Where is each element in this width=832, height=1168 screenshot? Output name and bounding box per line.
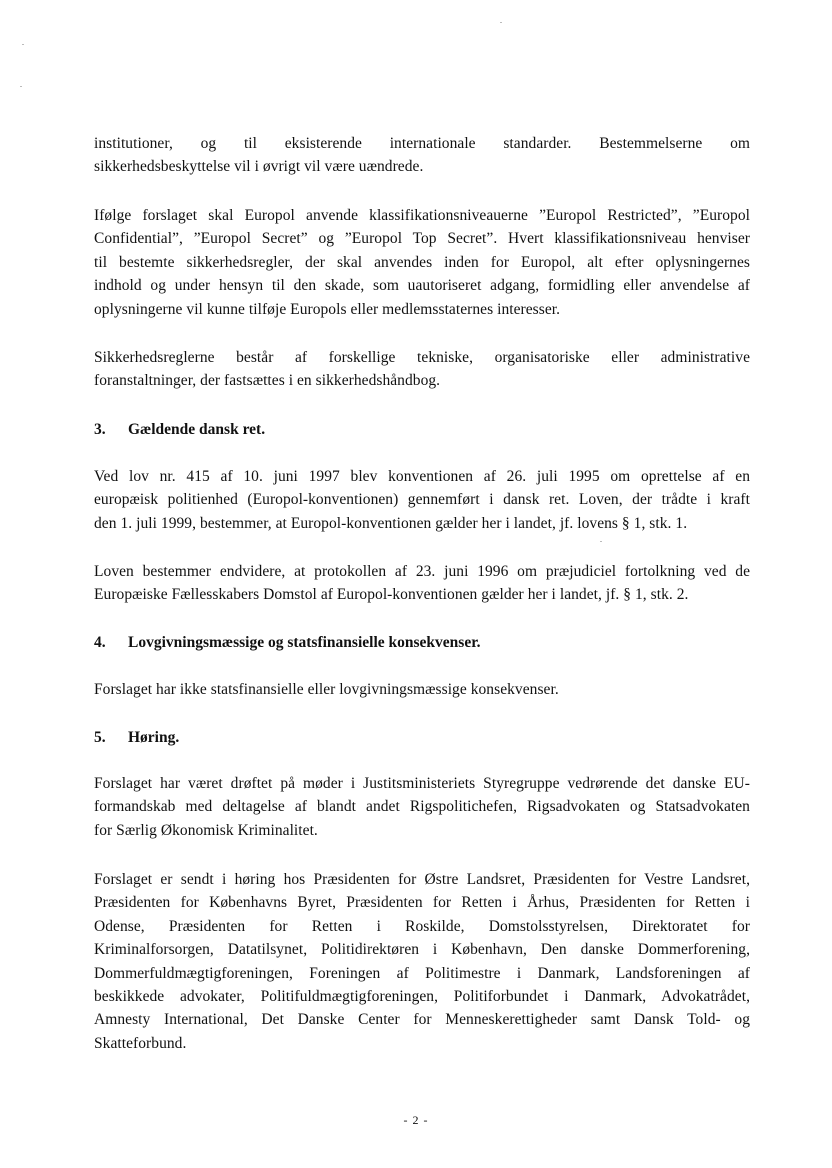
scan-speck: [600, 541, 602, 542]
section-title: Gældende dansk ret.: [128, 421, 266, 438]
paragraph-line: sikkerhedsbeskyttelse vil i øvrigt vil være uændrede.: [94, 158, 424, 176]
paragraph-line: Sikkerhedsreglerne består af forskellige tekniske, organisatoriske eller administrative: [94, 349, 750, 366]
paragraph-8: [94, 868, 750, 1055]
paragraph-line: Odense, Præsidenten for Retten i Roskilde, Domstolsstyrelsen, Direktoratet for: [94, 917, 750, 935]
page-number: - 2 -: [403, 1113, 429, 1127]
section-number: 5.: [94, 729, 106, 746]
paragraph-line: for Særlig Økonomisk Kriminalitet.: [94, 821, 318, 839]
paragraph-line: Loven bestemmer endvidere, at protokollen af 23. juni 1996 om præjudiciel fortolkning ved de: [94, 563, 750, 580]
section-number: 3.: [94, 421, 106, 438]
paragraph-3: [94, 346, 750, 393]
paragraph-1: [94, 132, 750, 179]
paragraph-6: [94, 678, 750, 701]
paragraph-line: Amnesty International, Det Danske Center for Menneskerettigheder samt Dansk Told- og: [94, 1011, 750, 1029]
scan-speck: [22, 44, 24, 45]
paragraph-4: [94, 465, 750, 535]
paragraph-line: beskikkede advokater, Politifuldmægtigforeningen, Politiforbundet i Danmark, Advokatrådet,: [94, 988, 750, 1006]
paragraph-line: institutioner, og til eksisterende internationale standarder. Bestemmelserne om: [94, 135, 750, 152]
paragraph-line: Skatteforbund.: [94, 1034, 187, 1052]
section-heading-4: [94, 631, 481, 654]
paragraph-line: den 1. juli 1999, bestemmer, at Europol-konventionen gælder her i landet, jf. lovens § 1, stk. 1.: [94, 514, 688, 532]
paragraph-7: [94, 772, 750, 842]
paragraph-line: formandskab med deltagelse af blandt andet Rigspolitichefen, Rigsadvokaten og Statsadvokaten: [94, 798, 750, 816]
paragraph-line: europæisk politienhed (Europol-konventionen) gennemført i dansk ret. Loven, der trådte i kraft: [94, 491, 750, 509]
paragraph-line: Confidential”, ”Europol Secret” og ”Europol Top Secret”. Hvert klassifikationsniveau henviser: [94, 230, 750, 248]
paragraph-line: Ved lov nr. 415 af 10. juni 1997 blev konventionen af 26. juli 1995 om oprettelse af en: [94, 468, 750, 485]
section-title: Lovgivningsmæssige og statsfinansielle konsekvenser.: [128, 634, 481, 651]
paragraph-line: Præsidenten for Københavns Byret, Præsidenten for Retten i Århus, Præsidenten for Retten i: [94, 894, 750, 912]
paragraph-line: foranstaltninger, der fastsættes i en sikkerhedshåndbog.: [94, 372, 441, 390]
section-heading-3: [94, 418, 265, 441]
paragraph-line: Forslaget er sendt i høring hos Præsidenten for Østre Landsret, Præsidenten for Vestre Landsret,: [94, 871, 750, 888]
paragraph-line: oplysningerne vil kunne tilføje Europols eller medlemsstaternes interesser.: [94, 300, 561, 318]
section-number: 4.: [94, 634, 106, 651]
paragraph-line: Forslaget har ikke statsfinansielle eller lovgivningsmæssige konsekvenser.: [94, 681, 559, 698]
section-heading-5: [94, 726, 179, 749]
paragraph-line: til bestemte sikkerhedsregler, der skal anvendes inden for Europol, alt efter oplysningernes: [94, 253, 750, 271]
paragraph-2: [94, 204, 750, 321]
scan-speck: [500, 22, 502, 23]
paragraph-5: [94, 560, 750, 607]
paragraph-line: Europæiske Fællesskabers Domstol af Europol-konventionen gælder her i landet, jf. § 1, stk. 2.: [94, 586, 689, 604]
scan-speck: [20, 86, 22, 87]
paragraph-line: Forslaget har været drøftet på møder i Justitsministeriets Styregruppe vedrørende det danske EU-: [94, 775, 750, 792]
paragraph-line: Kriminalforsorgen, Datatilsynet, Politidirektøren i København, Den danske Dommerforening,: [94, 941, 750, 959]
paragraph-line: Ifølge forslaget skal Europol anvende klassifikationsniveauerne ”Europol Restricted”, ”Europol: [94, 207, 750, 224]
paragraph-line: indhold og under hensyn til den skade, som uautoriseret adgang, formidling eller anvendelse af: [94, 277, 750, 295]
paragraph-line: Dommerfuldmægtigforeningen, Foreningen af Politimestre i Danmark, Landsforeningen af: [94, 964, 750, 982]
section-title: Høring.: [128, 729, 180, 746]
